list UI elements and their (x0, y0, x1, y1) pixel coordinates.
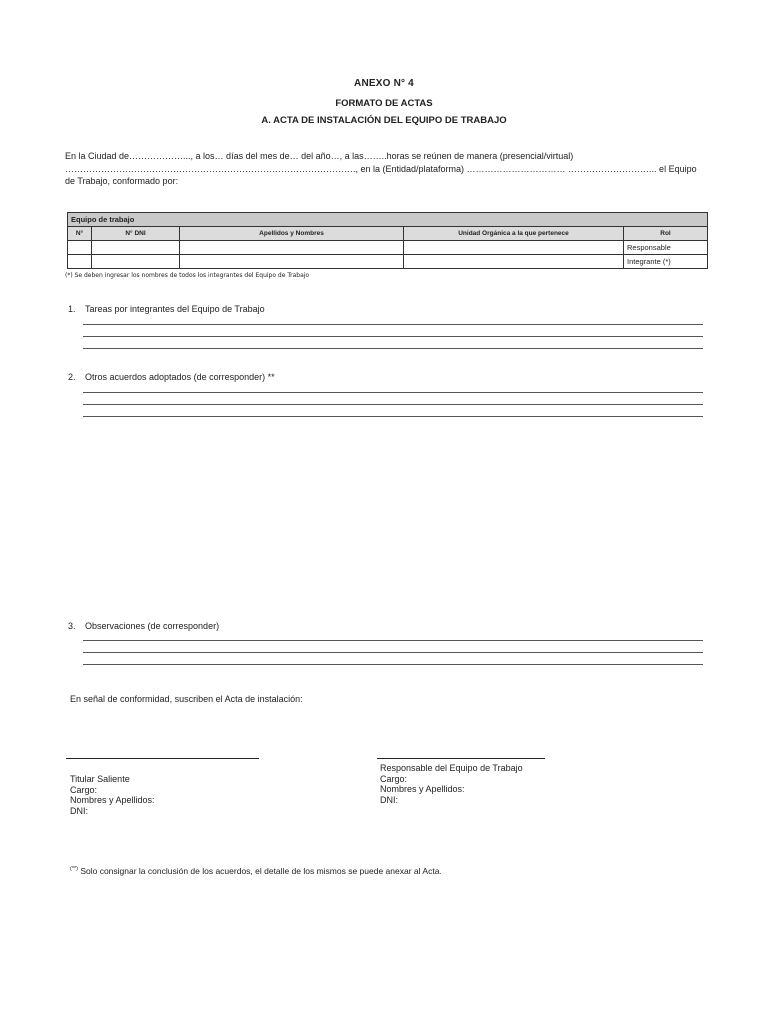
signature-left-title: Titular Saliente (70, 774, 130, 784)
col-header-number: N° (68, 227, 92, 241)
signature-left-cargo: Cargo: (70, 784, 98, 795)
section-1-label: Tareas por integrantes del Equipo de Trabajo (85, 304, 265, 314)
section-2-number: 2. (68, 372, 76, 382)
cell-number[interactable] (68, 241, 92, 255)
team-table-caption-row (68, 213, 708, 227)
section-2-label: Otros acuerdos adoptados (de corresponder) ** (85, 372, 275, 382)
signature-line-left[interactable] (66, 758, 259, 759)
section-3-line[interactable] (83, 664, 703, 665)
signature-block-right (380, 763, 523, 805)
signature-block-left (70, 774, 155, 816)
intro-line-2: ……………………………………………………………………………………., en la (Entidad/plataforma) …………………………… ………………………... el Equipo (65, 163, 697, 174)
section-2-line[interactable] (83, 404, 703, 405)
signature-right-dni: DNI: (380, 794, 398, 805)
cell-role: Responsable (624, 241, 708, 255)
col-header-role: Rol (624, 227, 708, 241)
table-note: (*) Se deben ingresar los nombres de todos los integrantes del Equipo de Trabajo (65, 272, 310, 279)
signature-right-title: Responsable del Equipo de Trabajo (380, 763, 523, 773)
annex-title: ANEXO N° 4 (354, 78, 414, 89)
cell-dni[interactable] (92, 255, 180, 269)
cell-names[interactable] (180, 241, 404, 255)
section-3-number: 3. (68, 621, 76, 631)
intro-line-1: En la Ciudad de………………..., a los… días del mes de… del año…, a las……..horas se reúnen de manera (presencial/virtual) (65, 151, 574, 161)
section-a-title: A. ACTA DE INSTALACIÓN DEL EQUIPO DE TRABAJO (261, 115, 507, 126)
section-1-line[interactable] (83, 348, 703, 349)
footnote-mark: (**) (70, 866, 78, 873)
section-3-line[interactable] (83, 640, 703, 641)
col-header-dni: N° DNI (92, 227, 180, 241)
format-title: FORMATO DE ACTAS (335, 98, 433, 109)
signature-left-names: Nombres y Apellidos: (70, 795, 155, 805)
cell-unit[interactable] (404, 241, 624, 255)
section-3-label: Observaciones (de corresponder) (85, 621, 220, 631)
team-table-header-row (68, 227, 708, 241)
cell-number[interactable] (68, 255, 92, 269)
intro-line-3: de Trabajo, conformado por: (65, 176, 179, 186)
table-row (68, 255, 708, 269)
cell-role: Integrante (*) (624, 255, 708, 269)
cell-unit[interactable] (404, 255, 624, 269)
signature-right-names: Nombres y Apellidos: (380, 784, 465, 794)
signature-line-right[interactable] (377, 758, 545, 759)
table-row (68, 241, 708, 255)
cell-dni[interactable] (92, 241, 180, 255)
signature-right-cargo: Cargo: (380, 773, 408, 784)
cell-names[interactable] (180, 255, 404, 269)
section-1-line[interactable] (83, 324, 703, 325)
team-table (67, 212, 708, 269)
team-table-caption: Equipo de trabajo (68, 213, 708, 227)
section-2-line[interactable] (83, 392, 703, 393)
col-header-unit: Unidad Orgánica a la que pertenece (404, 227, 624, 241)
col-header-names: Apellidos y Nombres (180, 227, 404, 241)
section-3-line[interactable] (83, 652, 703, 653)
signature-left-dni: DNI: (70, 805, 88, 816)
footnote-text: Solo consignar la conclusión de los acuerdos, el detalle de los mismos se puede anexar al Acta. (77, 866, 442, 876)
footnote (70, 866, 442, 876)
section-1-number: 1. (68, 304, 76, 314)
section-2-line[interactable] (83, 416, 703, 417)
conformity-text: En señal de conformidad, suscriben el Acta de instalación: (70, 694, 303, 704)
intro-paragraph (65, 150, 702, 188)
section-1-line[interactable] (83, 336, 703, 337)
